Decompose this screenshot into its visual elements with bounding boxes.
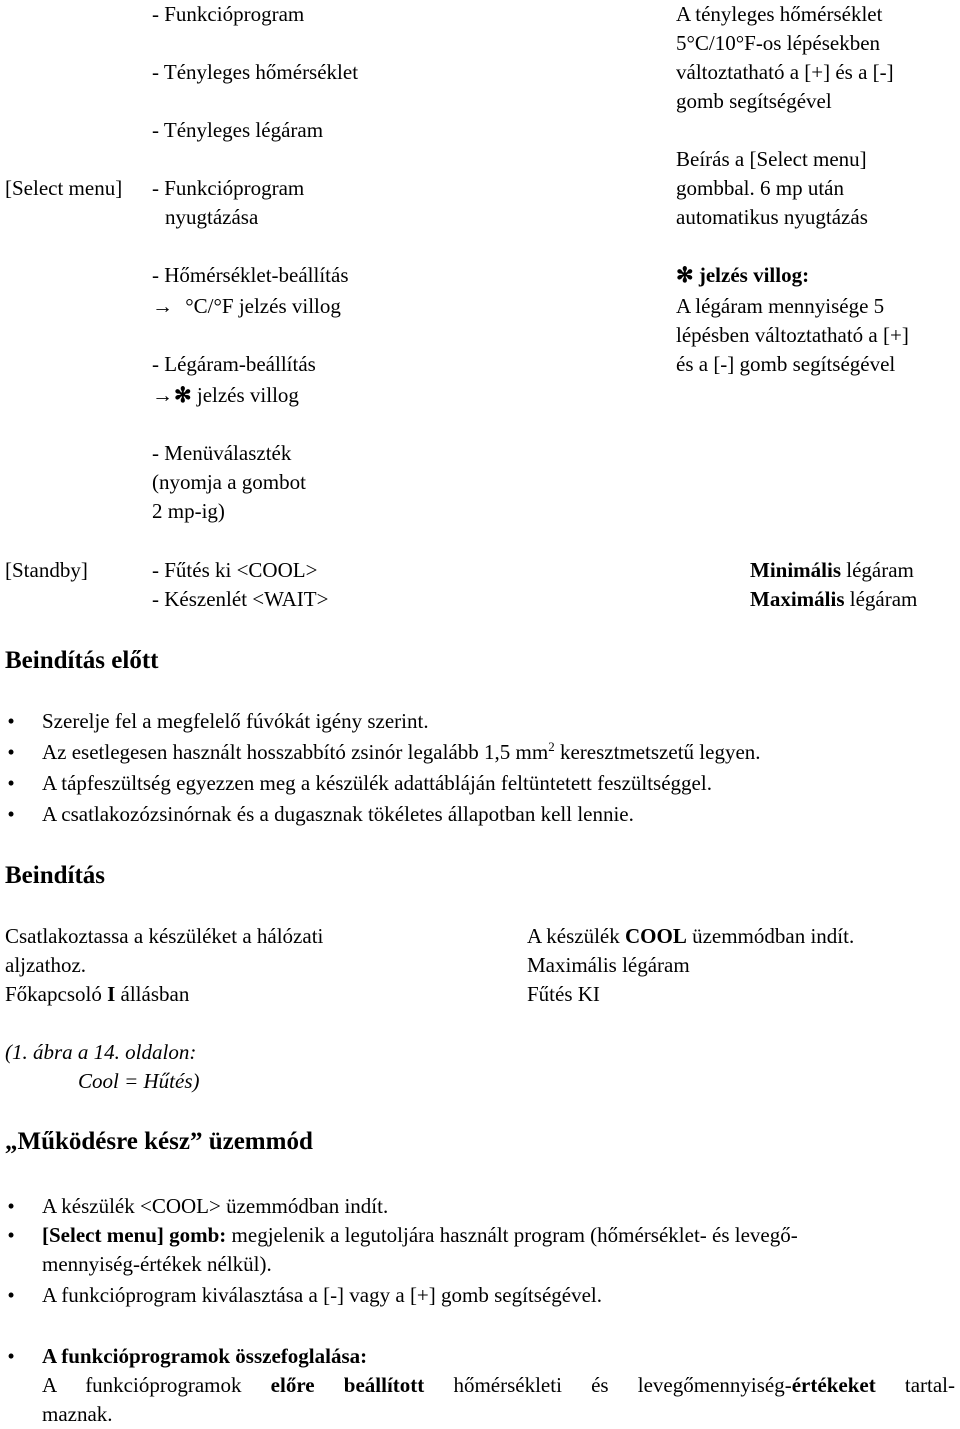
desc-airflow-2: lépésben változtatható a [+]	[676, 323, 909, 347]
desc-actual-temperature: A tényleges hőmérséklet	[676, 2, 883, 26]
desc-airflow: A légáram mennyisége 5	[676, 294, 885, 318]
menu-item-temperature-setting: - Hőmérséklet-beállítás	[152, 263, 349, 287]
arrow-right-icon: →	[152, 294, 173, 318]
figure-reference-2: Cool = Hűtés)	[78, 1069, 200, 1093]
menu-item-function-program: - Funkcióprogram	[152, 2, 305, 26]
standby-max-airflow: Maximális légáram	[750, 587, 918, 611]
menu-item-actual-temperature: - Tényleges hőmérséklet	[152, 60, 359, 84]
bullet-icon: •	[7, 771, 15, 795]
menu-item-star-blink: →✻ jelzés villog	[152, 381, 299, 410]
bullet-icon: •	[7, 1194, 15, 1218]
bullet-icon: •	[7, 1223, 15, 1247]
start-main-switch: Főkapcsoló I állásban	[5, 982, 190, 1006]
desc-actual-temperature-3: változtatható a [+] és a [-]	[676, 60, 894, 84]
standby-wait: - Készenlét <WAIT>	[152, 587, 329, 611]
desc-airflow-3: és a [-] gomb segítségével	[676, 352, 896, 376]
menu-item-menu-choice: - Menüválaszték	[152, 441, 292, 465]
start-cool-mode: A készülék COOL üzemmódban indít.	[527, 924, 855, 948]
start-heating-off: Fűtés KI	[527, 982, 600, 1006]
start-max-airflow: Maximális légáram	[527, 953, 690, 977]
arrow-right-icon: →	[152, 383, 173, 407]
bullet-icon: •	[7, 802, 15, 826]
standby-heating-off: - Fűtés ki <COOL>	[152, 558, 318, 582]
menu-item-menu-choice-hint: (nyomja a gombot	[152, 470, 306, 494]
menu-item-airflow-setting: - Légáram-beállítás	[152, 352, 316, 376]
menu-item-confirm-text: nyugtázása	[165, 205, 259, 229]
desc-actual-temperature-4: gomb segítségével	[676, 89, 832, 113]
menu-item-actual-airflow: - Tényleges légáram	[152, 118, 324, 142]
standby-min-airflow: Minimális légáram	[750, 558, 914, 582]
figure-reference: (1. ábra a 14. oldalon:	[5, 1040, 197, 1064]
select-menu-label: [Select menu]	[5, 176, 123, 200]
desc-actual-temperature-2: 5°C/10°F-os lépésekben	[676, 31, 881, 55]
section-heading-ready-mode: „Működésre kész” üzemmód	[5, 1128, 313, 1155]
menu-item-menu-choice-hint-2: 2 mp-ig)	[152, 499, 225, 523]
desc-confirm: Beírás a [Select menu]	[676, 147, 867, 171]
menu-item-function-program-confirm: - Funkcióprogram	[152, 176, 305, 200]
menu-item-cf-blink: → °C/°F jelzés villog	[152, 292, 341, 321]
bullet-icon: •	[7, 1344, 15, 1368]
start-connect: Csatlakoztassa a készüléket a hálózati	[5, 924, 324, 948]
bullet-icon: •	[7, 1283, 15, 1307]
desc-confirm-3: automatikus nyugtázás	[676, 205, 868, 229]
standby-label: [Standby]	[5, 558, 88, 582]
fan-star-icon: ✻	[174, 383, 192, 407]
section-heading-before-start: Beindítás előtt	[5, 647, 159, 674]
bullet-icon: •	[7, 740, 15, 764]
section-heading-start: Beindítás	[5, 862, 106, 889]
desc-confirm-2: gombbal. 6 mp után	[676, 176, 844, 200]
fan-star-icon: ✻	[676, 263, 694, 287]
desc-star-blink-heading: ✻ jelzés villog:	[676, 263, 810, 287]
start-connect-2: aljzathoz.	[5, 953, 87, 977]
bullet-icon: •	[7, 709, 15, 733]
